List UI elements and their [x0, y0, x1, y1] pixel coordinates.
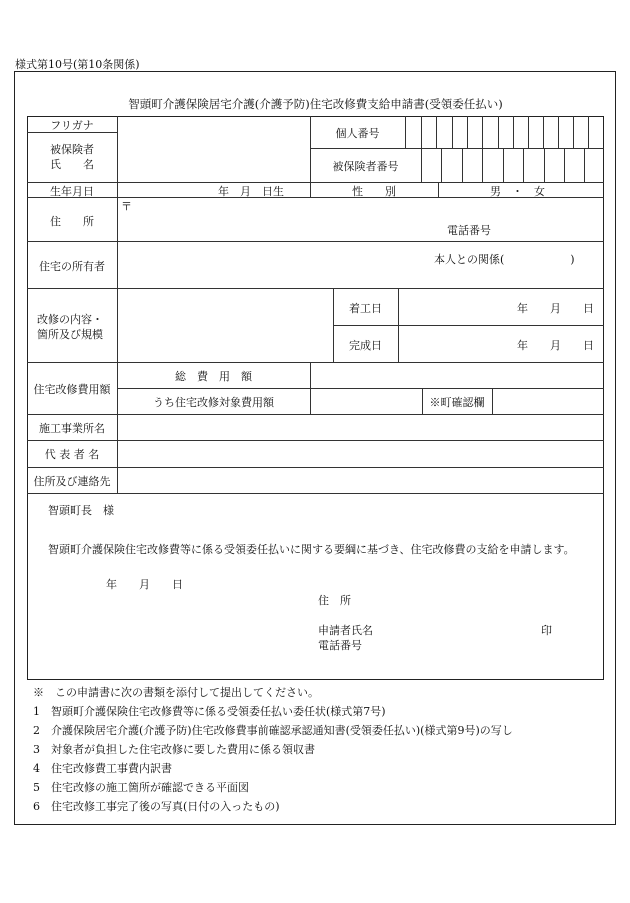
- seal-mark: 印: [541, 624, 552, 637]
- table-frame: [27, 116, 604, 680]
- attachment-item: 1 智頭町介護保険住宅改修費等に係る受領委任払い委任状(様式第7号): [33, 705, 386, 718]
- label-individual-number: 個人番号: [335, 127, 380, 140]
- form-title: 智頭町介護保険居宅介護(介護予防)住宅改修費支給申請書(受領委任払い): [128, 97, 503, 111]
- label-cost: 住宅改修費用額: [33, 383, 111, 396]
- attachment-item: 2 介護保険居宅介護(介護予防)住宅改修費事前確認承認通知書(受領委任払い)(様式第9号)の写し: [33, 724, 513, 737]
- attachment-item: 4 住宅改修費工事費内訳書: [33, 762, 172, 775]
- label-insured-name-2: 氏 名: [50, 158, 94, 171]
- label-completion-date: 完成日: [349, 339, 382, 352]
- label-work-content-2: 箇所及び規模: [37, 328, 103, 341]
- label-work-content-1: 改修の内容・: [37, 313, 103, 326]
- applicant-name: 申請者氏名: [318, 624, 373, 637]
- applicant-phone: 電話番号: [318, 639, 362, 652]
- sex-value: 男 ・ 女: [490, 185, 545, 198]
- start-date-value: 年 月 日: [517, 302, 594, 315]
- label-relation: 本人との関係( ): [434, 253, 575, 266]
- application-date: 年 月 日: [106, 578, 183, 591]
- label-town-check: ※町確認欄: [429, 396, 485, 409]
- completion-date-value: 年 月 日: [517, 339, 594, 352]
- attachment-item: 3 対象者が負担した住宅改修に要した費用に係る領収書: [33, 743, 315, 756]
- label-owner: 住宅の所有者: [39, 260, 105, 273]
- label-address: 住 所: [50, 215, 94, 228]
- attachment-item: 6 住宅改修工事完了後の写真(日付の入ったもの): [33, 800, 280, 813]
- label-contractor: 施工事業所名: [39, 422, 105, 435]
- label-representative: 代 表 者 名: [44, 448, 100, 461]
- label-insured-name-1: 被保険者: [50, 143, 94, 156]
- application-address: 住 所: [318, 594, 351, 607]
- label-furigana: フリガナ: [50, 119, 94, 132]
- label-sex: 性 別: [352, 185, 396, 198]
- label-insured-number: 被保険者番号: [332, 160, 399, 173]
- attachments-note: ※ この申請書に次の書類を添付して提出してください。: [33, 686, 319, 699]
- addressee: 智頭町長 様: [48, 504, 114, 517]
- label-contact: 住所及び連絡先: [33, 475, 111, 488]
- label-birth-date: 生年月日: [50, 185, 94, 198]
- label-target-cost: うち住宅改修対象費用額: [153, 396, 274, 409]
- label-total-cost: 総 費 用 額: [175, 370, 252, 383]
- application-statement: 智頭町介護保険住宅改修費等に係る受領委任払いに関する要綱に基づき、住宅改修費の支給を申請します。: [48, 543, 575, 556]
- attachment-item: 5 住宅改修の施工箇所が確認できる平面図: [33, 781, 249, 794]
- form-number: 様式第10号(第10条関係): [15, 58, 140, 71]
- postal-mark: 〒: [121, 200, 132, 213]
- label-start-date: 着工日: [349, 302, 382, 315]
- birth-date-value: 年 月 日生: [218, 185, 284, 198]
- label-phone: 電話番号: [447, 224, 491, 237]
